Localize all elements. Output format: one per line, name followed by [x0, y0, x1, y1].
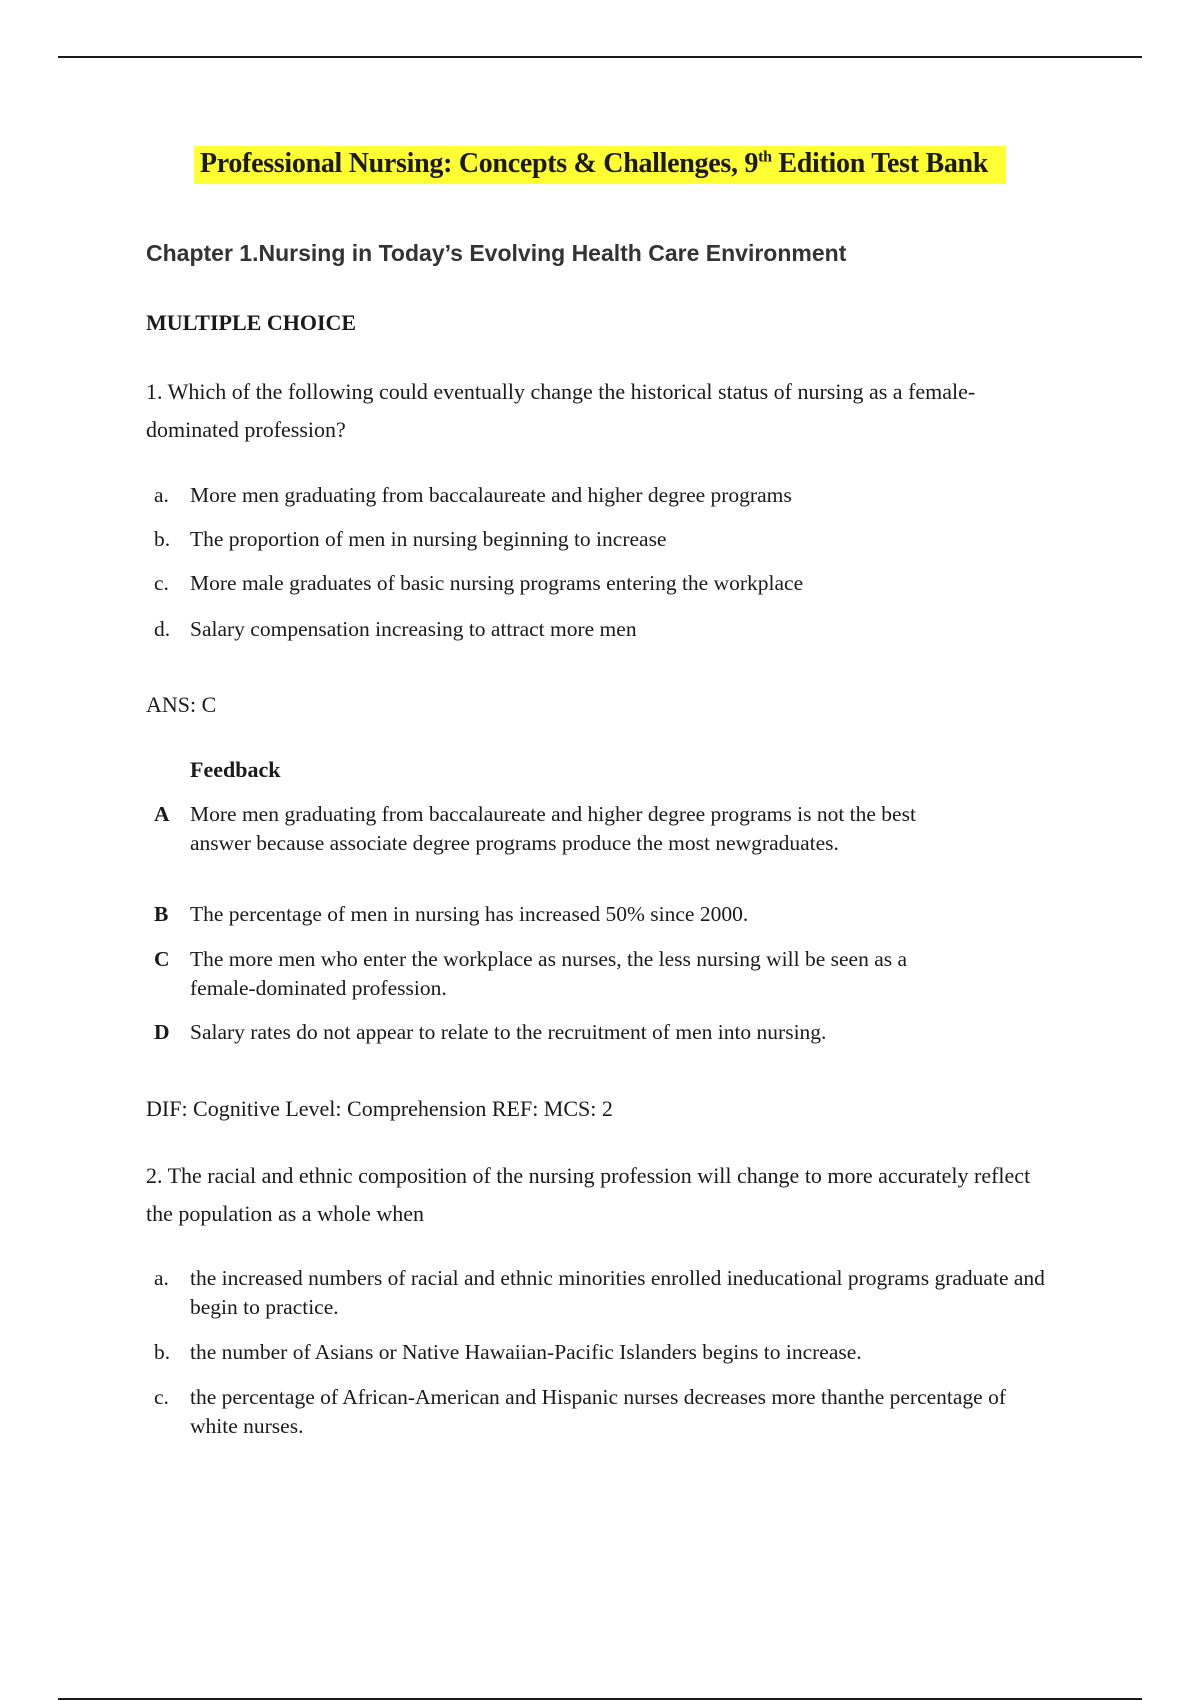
q2-option-b: b. the number of Asians or Native Hawaiian-Pacific Islanders begins to increase. — [154, 1340, 862, 1364]
q1-option-b: b. The proportion of men in nursing beginning to increase — [154, 527, 667, 551]
q2-option-c: c. the percentage of African-American and Hispanic nurses decreases more thanthe percentage of white nurses. — [154, 1385, 1007, 1438]
q1-meta: DIF: Cognitive Level: Comprehension REF: MCS: 2 — [146, 1096, 613, 1121]
question-2-stem: 2. The racial and ethnic composition of the nursing profession will change to more accurately reflect the population as a whole when — [146, 1163, 1031, 1226]
q1-option-c: c. More male graduates of basic nursing programs entering the workplace — [154, 571, 804, 595]
q1-feedback-d: D Salary rates do not appear to relate to the recruitment of men into nursing. — [154, 1020, 827, 1044]
q1-answer: ANS: C — [146, 692, 217, 717]
top-rule — [58, 56, 1142, 58]
question-1-stem: 1. Which of the following could eventually change the historical status of nursing as a female- dominated profession? — [146, 379, 976, 442]
section-heading: MULTIPLE CHOICE — [146, 310, 357, 335]
title-container — [0, 146, 1200, 184]
q1-feedback-b: B The percentage of men in nursing has increased 50% since 2000. — [154, 902, 749, 926]
q1-feedback-a: A More men graduating from baccalaureate and higher degree programs is not the best answer because associate degree programs produce the most newgraduates. — [154, 802, 916, 855]
q1-option-d: d. Salary compensation increasing to attract more men — [154, 617, 637, 641]
document-title: Professional Nursing: Concepts & Challenges, 9th Edition Test Bank — [194, 146, 1006, 184]
q1-option-a: a. More men graduating from baccalaureate and higher degree programs — [154, 483, 792, 507]
q2-option-a: a. the increased numbers of racial and ethnic minorities enrolled ineducational programs graduate and begin to practice. — [154, 1266, 1045, 1319]
feedback-heading: Feedback — [190, 757, 281, 782]
chapter-heading: Chapter 1.Nursing in Today’s Evolving Health Care Environment — [146, 240, 847, 266]
q1-feedback-c: C The more men who enter the workplace as nurses, the less nursing will be seen as a female-dominated profession. — [154, 947, 908, 1000]
